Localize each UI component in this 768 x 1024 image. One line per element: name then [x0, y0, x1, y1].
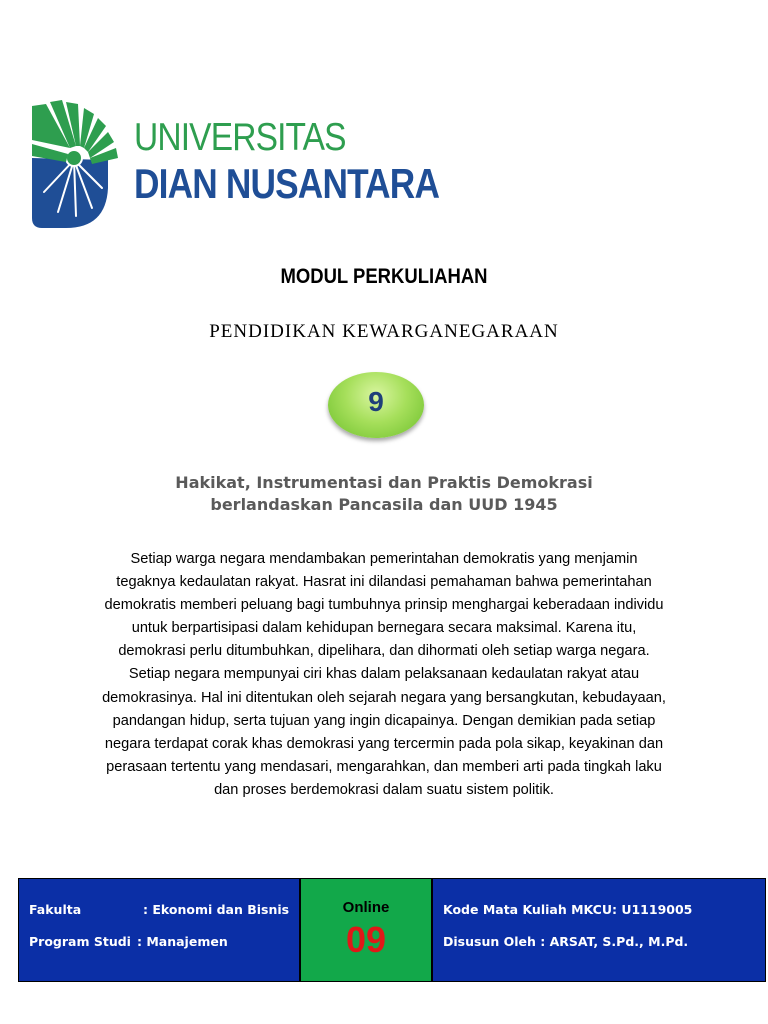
paragraph-line: untuk berpartisipasi dalam kehidupan bernegara secara maksimal. Karena itu, — [131, 620, 637, 637]
module-number: 9 — [368, 386, 384, 417]
faculty-info-cell — [18, 878, 300, 982]
module-heading: MODUL PERKULIAHAN — [280, 265, 488, 288]
course-title: PENDIDIKAN KEWARGANEGARAAN — [209, 321, 559, 342]
course-code-cell — [432, 878, 766, 982]
paragraph-line: perasaan tertentu yang mendasari, mengarahkan, dan memberi arti pada tingkah laku — [106, 758, 662, 775]
paragraph-line: pandangan hidup, serta tujuan yang ingin dicapainya. Dengan demikian pada setiap — [112, 712, 656, 729]
intro-paragraph — [102, 548, 666, 802]
session-cell — [300, 878, 432, 982]
program-label: Program Studi — [29, 934, 131, 949]
paragraph-line: demokrasi perlu ditumbuhkan, dipelihara, dan dihormati oleh setiap warga negara. — [118, 643, 650, 660]
topic-line-1: Hakikat, Instrumentasi dan Praktis Demokrasi — [175, 473, 593, 492]
module-number-badge — [328, 372, 424, 438]
session-number: 09 — [345, 919, 387, 960]
university-logo — [30, 100, 450, 230]
paragraph-line: Setiap negara mempunyai ciri khas dalam pelaksanaan kedaulatan rakyat atau — [128, 666, 640, 683]
paragraph-line: dan proses berdemokrasi dalam suatu sistem politik. — [214, 781, 554, 798]
paragraph-line: negara terdapat corak khas demokrasi yang tercermin pada pola sikap, keyakinan dan — [104, 735, 664, 752]
paragraph-line: demokratis memberi peluang bagi tumbuhnya prinsip menghargai keberadaan individu — [104, 597, 664, 614]
delivery-mode: Online — [342, 899, 390, 916]
logo-line-dian-nusantara: DIAN NUSANTARA — [134, 160, 440, 207]
author: Disusun Oleh : ARSAT, S.Pd., M.Pd. — [443, 934, 689, 949]
faculty-value: : Ekonomi dan Bisnis — [143, 902, 290, 917]
faculty-label: Fakulta — [29, 902, 82, 917]
logo-emblem-icon — [30, 100, 120, 230]
topic-line-2: berlandaskan Pancasila dan UUD 1945 — [210, 495, 558, 514]
topic-title — [0, 472, 768, 516]
logo-line-universitas: UNIVERSITAS — [134, 116, 346, 159]
course-info-footer — [18, 878, 766, 982]
paragraph-line: Setiap warga negara mendambakan pemerintahan demokratis yang menjamin — [130, 551, 638, 567]
course-code: Kode Mata Kuliah MKCU: U1119005 — [443, 902, 693, 917]
program-value: : Manajemen — [137, 934, 228, 949]
paragraph-line: demokrasinya. Hal ini ditentukan oleh sejarah negara yang bersangkutan, kebudayaan, — [102, 689, 666, 706]
paragraph-line: tegaknya kedaulatan rakyat. Hasrat ini dilandasi pemahaman bahwa pemerintahan — [116, 574, 652, 591]
